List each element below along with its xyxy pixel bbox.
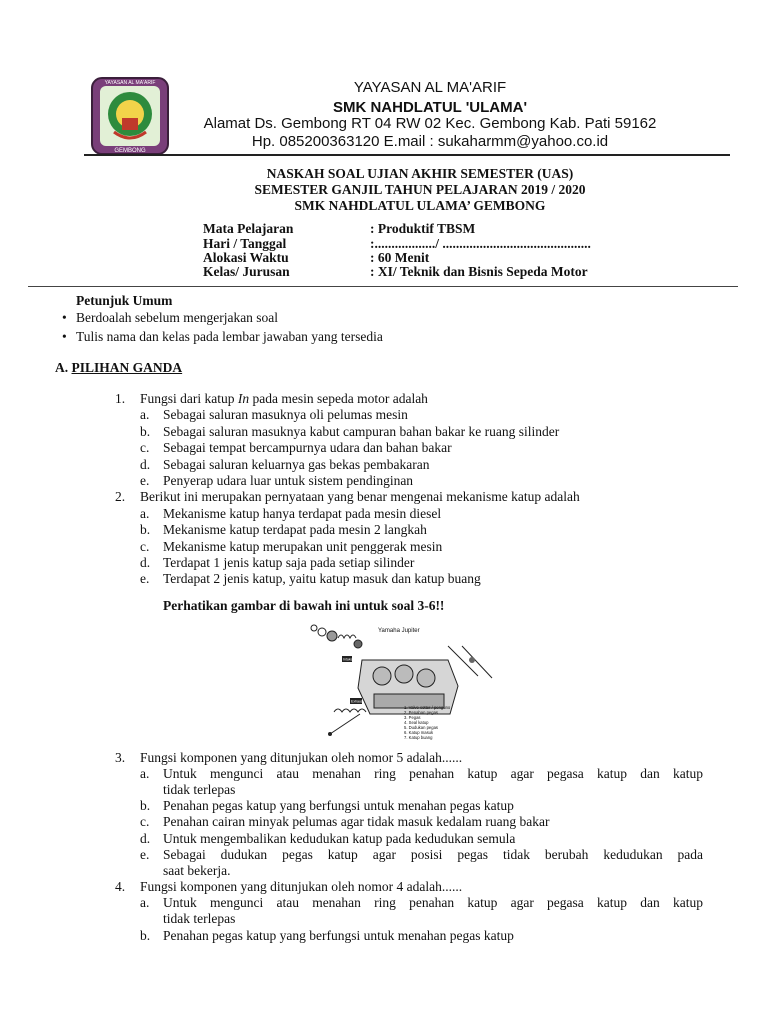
figure-tag-exhaust: Exhaust xyxy=(351,699,364,704)
info-label: Alokasi Waktu xyxy=(203,250,289,265)
bullet-icon: • xyxy=(62,329,67,344)
question-text: Berikut ini merupakan pernyataan yang benar mengenai mekanisme katup adalah xyxy=(140,489,580,504)
option: d. Untuk mengembalikan kedudukan katup pada kedudukan semula xyxy=(140,831,516,846)
exam-title-line-3: SMK NAHDLATUL ULAMA’ GEMBONG xyxy=(294,198,546,213)
instructions-heading: Petunjuk Umum xyxy=(76,293,173,308)
option: d. Terdapat 1 jenis katup saja pada setiap silinder xyxy=(140,555,415,570)
info-value: : XI/ Teknik dan Bisnis Sepeda Motor xyxy=(370,264,588,279)
option: b. Sebagai saluran masuknya kabut campuran bahan bakar ke ruang silinder xyxy=(140,424,560,439)
legend-item: 3. Pegas xyxy=(404,715,421,720)
legend-item: 6. Katup masuk xyxy=(404,730,434,735)
figure-title: Yamaha Jupiter xyxy=(378,628,420,634)
valve-mechanism-diagram xyxy=(300,616,510,748)
figure-tag-intake: Intake xyxy=(343,657,353,662)
info-label: Mata Pelajaran xyxy=(203,221,294,236)
school-address: Alamat Ds. Gembong RT 04 RW 02 Kec. Gembong Kab. Pati 59162 xyxy=(203,115,657,132)
option: a. Mekanisme katup hanya terdapat pada mesin diesel xyxy=(140,506,442,521)
option: c. Mekanisme katup merupakan unit penggerak mesin xyxy=(140,539,443,554)
exam-title-line-1: NASKAH SOAL UJIAN AKHIR SEMESTER (UAS) xyxy=(266,166,574,181)
legend-item: 1. Valve cotter / penguno xyxy=(404,705,451,710)
legend-item: 7. Katup buang xyxy=(404,735,433,740)
question-3 xyxy=(0,750,768,766)
option: c. Sebagai tempat bercampurnya udara dan bahan bakar xyxy=(140,440,452,455)
logo-text-bottom: GEMBONG xyxy=(114,148,146,154)
letterhead-divider xyxy=(84,154,730,156)
option: a. Untuk mengunci atau menahan ring penahan katup agar pegasa katup dan katup tidak terlepas xyxy=(140,895,703,926)
option: a. Untuk mengunci atau menahan ring penahan katup agar pegasa katup dan katup tidak terlepas xyxy=(140,766,703,797)
legend-item: 2. Penahan pegas xyxy=(404,710,438,715)
question-number: 2. xyxy=(115,489,126,504)
option: e. Terdapat 2 jenis katup, yaitu katup masuk dan katup buang xyxy=(140,571,481,586)
section-divider xyxy=(28,286,738,287)
question-number: 1. xyxy=(115,391,126,406)
info-row-subject xyxy=(0,221,768,237)
question-text: Fungsi komponen yang ditunjukan oleh nomor 5 adalah...... xyxy=(140,750,463,765)
question-2 xyxy=(0,489,768,505)
option: b. Penahan pegas katup yang berfungsi untuk menahan pegas katup xyxy=(140,798,514,813)
info-label: Hari / Tanggal xyxy=(203,236,287,251)
info-value: :................../ ............................................ xyxy=(370,236,591,251)
info-row-class xyxy=(0,264,768,280)
exam-title-line-2: SEMESTER GANJIL TAHUN PELAJARAN 2019 / 2020 xyxy=(254,182,586,197)
question-number: 4. xyxy=(115,879,126,894)
option: e. Penyerap udara luar untuk sistem pendinginan xyxy=(140,473,414,488)
logo-text-top: YAYASAN AL MA'ARIF xyxy=(104,80,156,86)
figure-instruction: Perhatikan gambar di bawah ini untuk soal 3-6!! xyxy=(163,598,445,613)
question-text: Fungsi komponen yang ditunjukan oleh nomor 4 adalah...... xyxy=(140,879,463,894)
option: e. Sebagai dudukan pegas katup agar posisi pegas tidak berubah kedudukan pada saat bekerja. xyxy=(140,847,703,878)
question-text: Fungsi dari katup In pada mesin sepeda motor adalah xyxy=(140,391,428,406)
info-value: : Produktif TBSM xyxy=(370,221,476,236)
legend-item: 5. Dudukan pegas xyxy=(404,725,438,730)
option: c. Penahan cairan minyak pelumas agar tidak masuk kedalam ruang bakar xyxy=(140,814,550,829)
option: a. Sebagai saluran masuknya oli pelumas mesin xyxy=(140,407,408,422)
question-4 xyxy=(0,879,768,895)
school-logo xyxy=(88,74,172,158)
question-1 xyxy=(0,391,768,407)
bullet-icon: • xyxy=(62,310,67,325)
option: b. Mekanisme katup terdapat pada mesin 2 langkah xyxy=(140,522,427,537)
section-heading: A. PILIHAN GANDA xyxy=(55,360,183,375)
option: b. Penahan pegas katup yang berfungsi untuk menahan pegas katup xyxy=(140,928,514,943)
foundation-name: YAYASAN AL MA'ARIF xyxy=(353,79,507,96)
question-number: 3. xyxy=(115,750,126,765)
info-label: Kelas/ Jurusan xyxy=(203,264,290,279)
legend-item: 4. Seal katup xyxy=(404,720,429,725)
option: d. Sebagai saluran keluarnya gas bekas pembakaran xyxy=(140,457,430,472)
section-title: PILIHAN GANDA xyxy=(71,360,183,375)
info-value: : 60 Menit xyxy=(370,250,430,265)
school-contact: Hp. 085200363120 E.mail : sukaharmm@yahoo.co.id xyxy=(251,133,609,150)
school-name: SMK NAHDLATUL 'ULAMA' xyxy=(332,99,528,116)
